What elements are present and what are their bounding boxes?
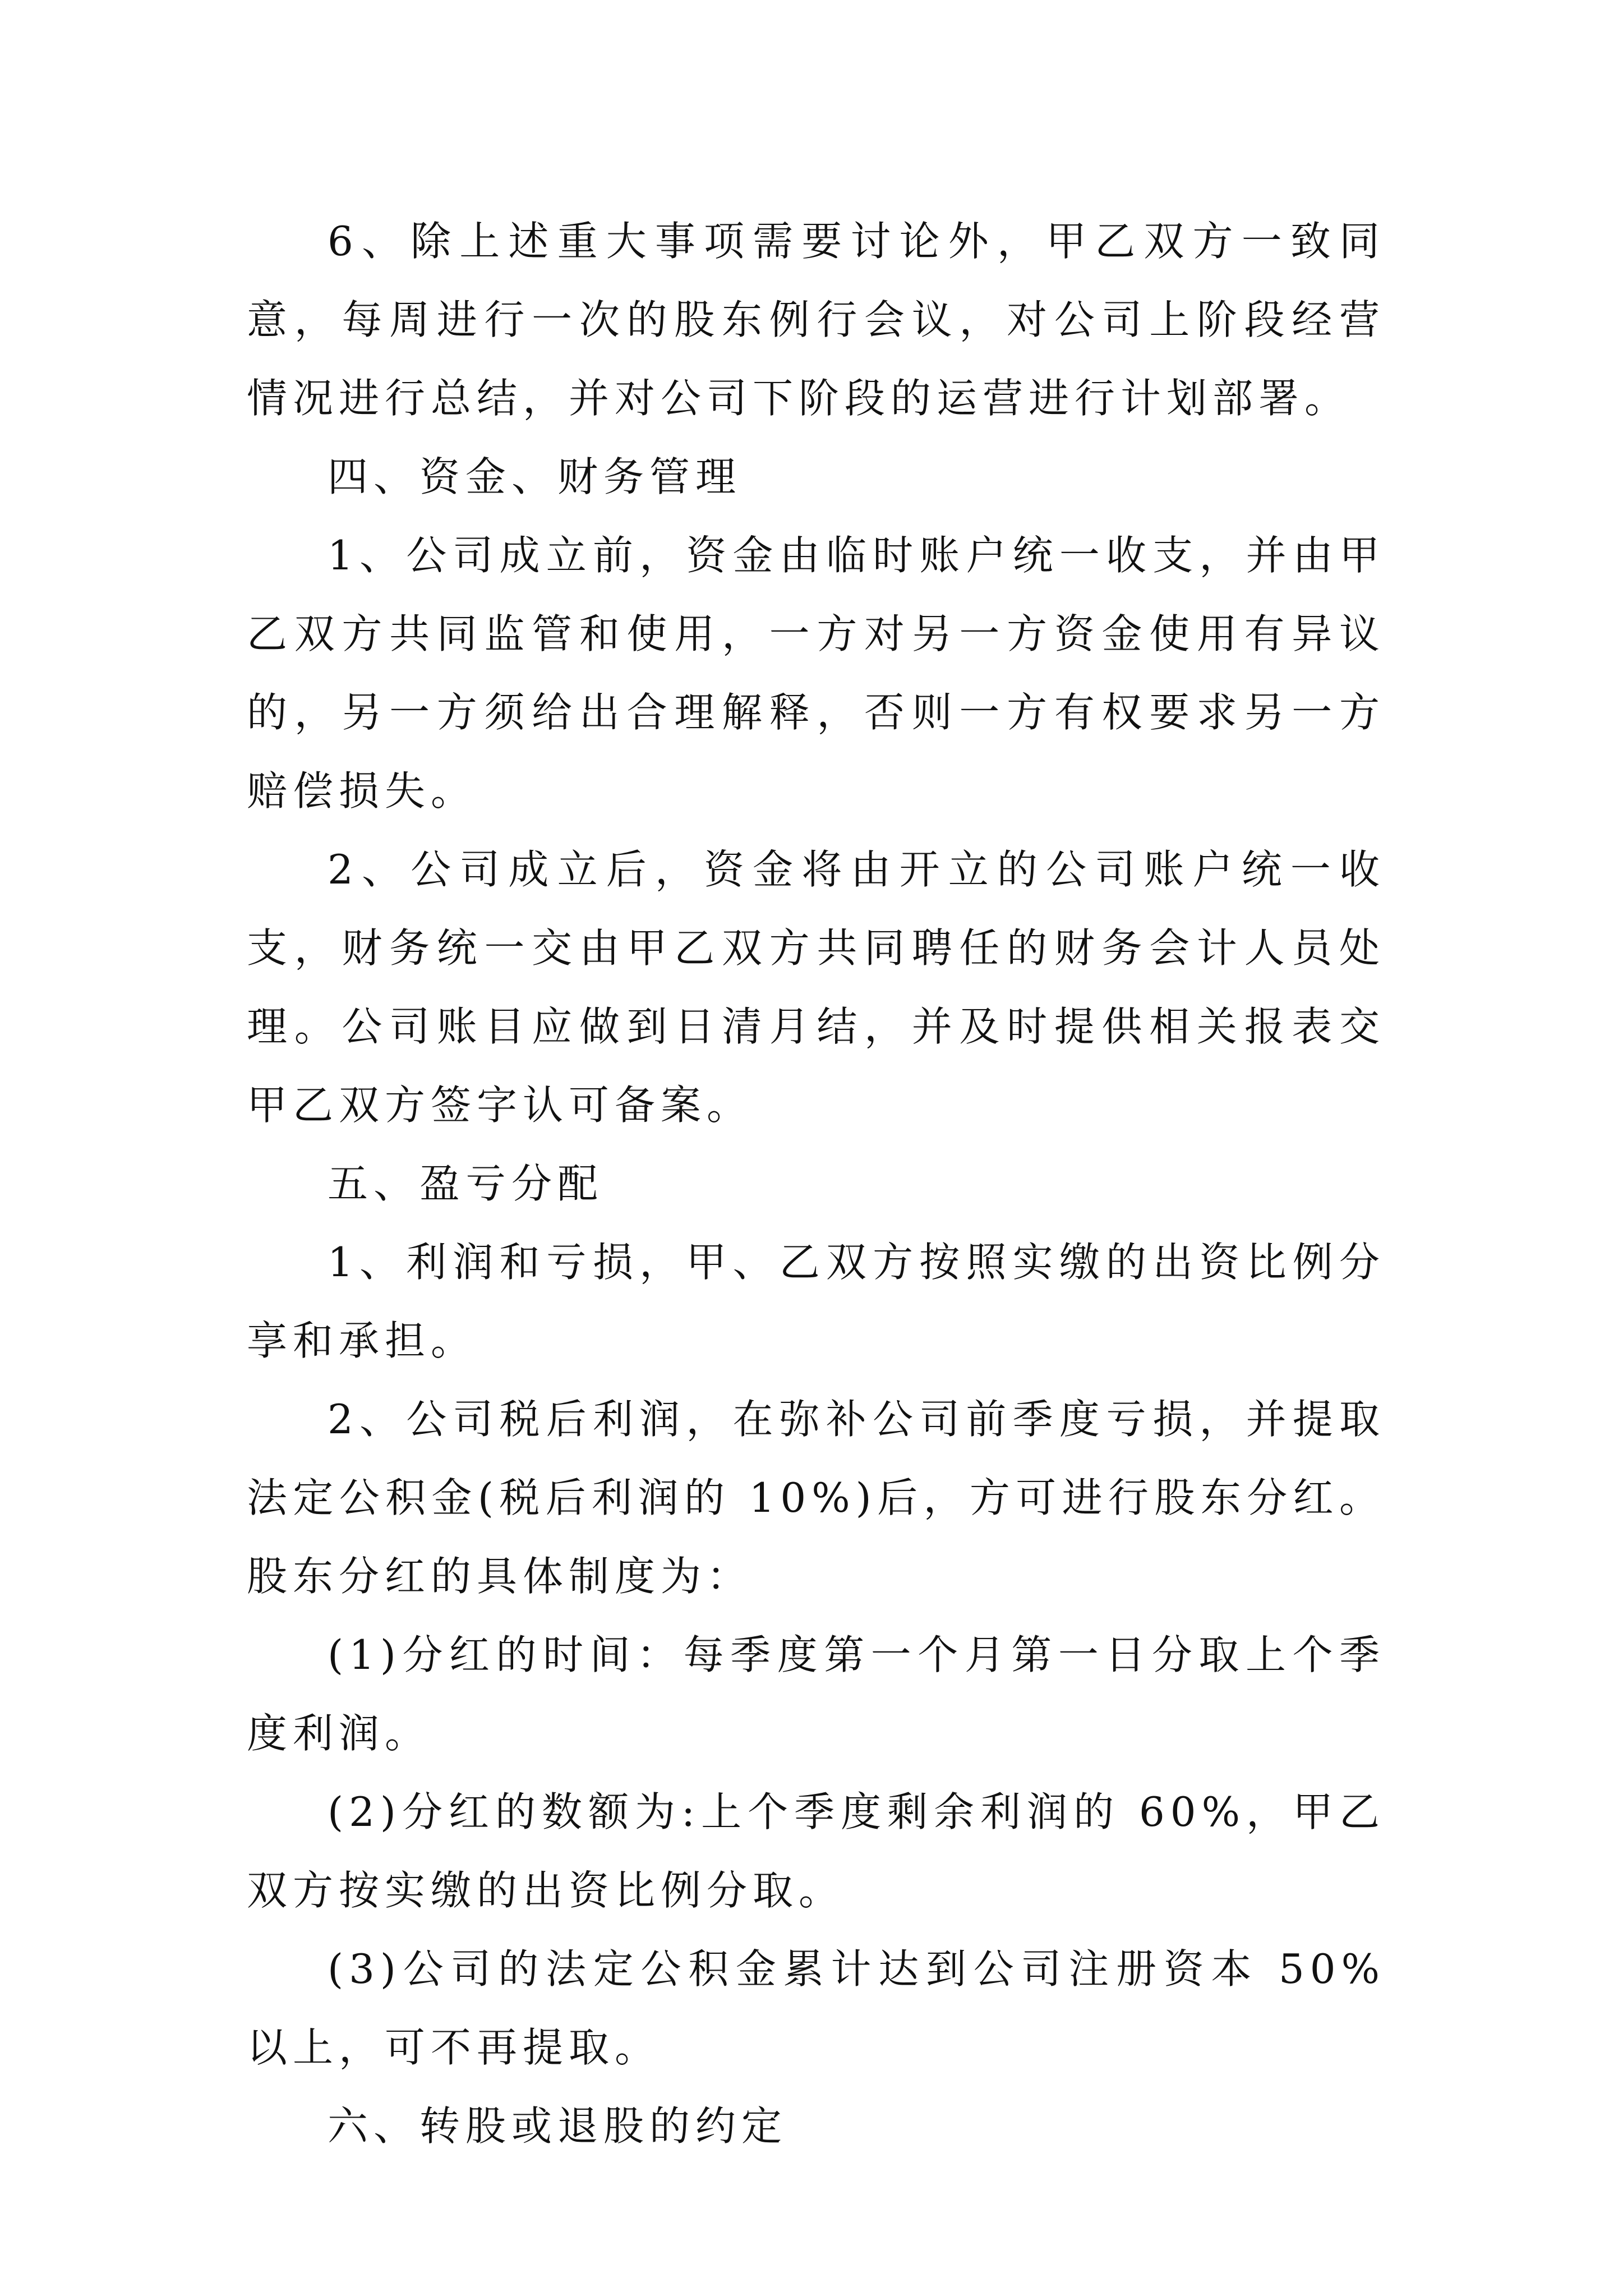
section-heading-funds-finance: 四、资金、财务管理 (328, 453, 742, 500)
section-heading-share-transfer: 六、转股或退股的约定 (328, 2102, 788, 2150)
paragraph-profit-sharing: 1、利润和亏损，甲、乙双方按照实缴的出资比例分享和承担。 (247, 1239, 1385, 1364)
paragraph-dividend-time: (1)分红的时间：每季度第一个月第一日分取上个季度利润。 (247, 1631, 1385, 1757)
paragraph-reserve-fund: (3)公司的法定公积金累计达到公司注册资本 50%以上，可不再提取。 (247, 1945, 1385, 2071)
paragraph-after-tax-profit: 2、公司税后利润，在弥补公司前季度亏损，并提取法定公积金(税后利润的 10%)后，方可进行股东分红。股东分红的具体制度为： (247, 1396, 1385, 1600)
document-body (247, 202, 1385, 2165)
paragraph-weekly-meeting: 6、除上述重大事项需要讨论外，甲乙双方一致同意，每周进行一次的股东例行会议，对公司上阶段经营情况进行总结，并对公司下阶段的运营进行计划部署。 (247, 218, 1385, 422)
paragraph-before-establishment: 1、公司成立前，资金由临时账户统一收支，并由甲乙双方共同监管和使用，一方对另一方资金使用有异议的，另一方须给出合理解释，否则一方有权要求另一方赔偿损失。 (247, 532, 1385, 815)
paragraph-dividend-amount: (2)分红的数额为:上个季度剩余利润的 60%，甲乙双方按实缴的出资比例分取。 (247, 1788, 1385, 1914)
section-heading-profit-loss: 五、盈亏分配 (328, 1160, 604, 1207)
paragraph-after-establishment: 2、公司成立后，资金将由开立的公司账户统一收支，财务统一交由甲乙双方共同聘任的财务会计人员处理。公司账目应做到日清月结，并及时提供相关报表交甲乙双方签字认可备案。 (247, 846, 1385, 1129)
